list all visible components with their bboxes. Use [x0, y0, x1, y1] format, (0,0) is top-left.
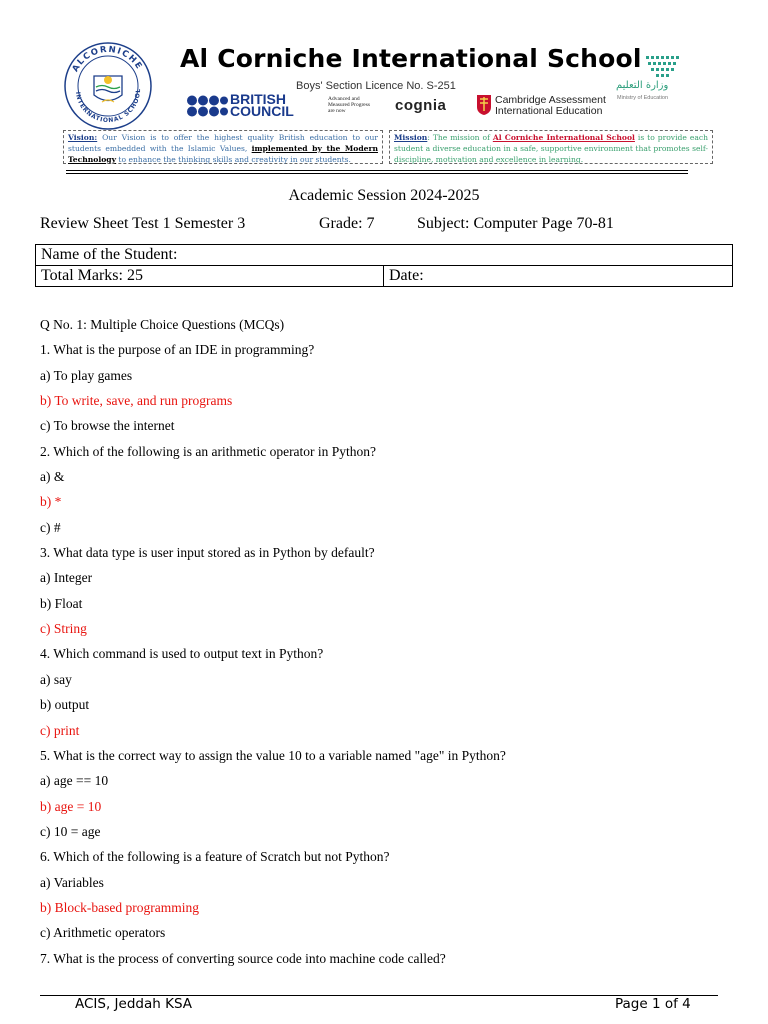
correct-answer-line: b) To write, save, and run programs — [40, 393, 233, 409]
school-name: Al Corniche International School — [180, 44, 642, 73]
ministry-logo-icon — [644, 54, 680, 78]
correct-answer-line: b) Block-based programming — [40, 899, 199, 915]
mission-text-end: is to provide each student a diverse education in a safe, supportive environment that promotes self-discipline, motivation and excellence in learning. — [394, 133, 708, 164]
question-line: a) Integer — [40, 570, 93, 586]
vision-text-end: to enhance the thinking skills and creativity in our students. — [116, 155, 351, 164]
question-line: a) To play games — [40, 367, 133, 383]
table-row — [36, 266, 733, 287]
advanced-text: Advanced and Measured Progress are now — [328, 96, 371, 114]
header-rule — [66, 170, 688, 171]
vision-label: Vision: — [68, 133, 98, 142]
correct-answer-line: c) String — [40, 621, 87, 637]
svg-text:ALCORNICHE: ALCORNICHE — [70, 44, 145, 74]
mission-label: Mission — [394, 133, 428, 142]
ministry-english: Ministry of Education — [617, 95, 669, 101]
question-line: c) Arithmetic operators — [40, 925, 166, 941]
cambridge-logo — [495, 95, 606, 117]
svg-text:INTERNATIONAL SCHOOL: INTERNATIONAL SCHOOL — [74, 88, 143, 125]
question-line: 4. Which command is used to output text in Python? — [40, 646, 324, 662]
licence-number: Boys' Section Licence No. S-251 — [296, 80, 456, 92]
header-rule-double — [66, 173, 688, 174]
british-council-dots-icon — [186, 95, 228, 117]
question-line: c) 10 = age — [40, 823, 101, 839]
ministry-arabic: وزارة التعليم — [616, 80, 669, 91]
question-line: 6. Which of the following is a feature of Scratch but not Python? — [40, 849, 390, 865]
vision-bold: implemented by the Modern Technology — [68, 144, 378, 164]
cambridge-shield-icon — [476, 94, 492, 116]
question-line: a) & — [40, 469, 65, 485]
mission-text: : The mission of — [427, 133, 493, 142]
question-list — [40, 317, 730, 976]
question-line: b) output — [40, 697, 90, 713]
grade: Grade: 7 — [319, 215, 375, 232]
question-line: Q No. 1: Multiple Choice Questions (MCQs) — [40, 317, 285, 332]
vision-text: Our Vision is to offer the highest quality British education to our students embedded with the Islamic Values, — [68, 133, 378, 153]
correct-answer-line: b) age = 10 — [40, 798, 102, 814]
question-line: b) Float — [40, 595, 83, 611]
cambridge-line2: International Education — [495, 105, 603, 117]
question-line: 2. Which of the following is an arithmetic operator in Python? — [40, 443, 377, 459]
footer-location: ACIS, Jeddah KSA — [75, 996, 193, 1012]
question-line: a) say — [40, 671, 72, 687]
academic-session: Academic Session 2024-2025 — [288, 187, 480, 204]
correct-answer-line: c) print — [40, 722, 80, 738]
british-council-line2: COUNCIL — [230, 103, 294, 119]
british-council-logo — [230, 93, 294, 117]
correct-answer-line: b) * — [40, 494, 62, 510]
question-line: 5. What is the correct way to assign the value 10 to a variable named "age" in Python? — [40, 747, 506, 763]
page-number: Page 1 of 4 — [615, 996, 691, 1012]
date-field[interactable]: Date: — [384, 266, 733, 287]
mission-statement — [389, 130, 713, 164]
cambridge-line1: Cambridge Assessment — [495, 94, 606, 106]
question-line: c) # — [40, 519, 61, 535]
question-line: a) age == 10 — [40, 773, 109, 789]
question-line: a) Variables — [40, 874, 104, 890]
total-marks-cell: Total Marks: 25 — [36, 266, 384, 287]
question-line: c) To browse the internet — [40, 418, 175, 434]
subject: Subject: Computer Page 70-81 — [417, 215, 614, 232]
school-logo — [62, 40, 154, 132]
british-council-line1: BRITISH — [230, 91, 286, 107]
review-title: Review Sheet Test 1 Semester 3 — [40, 215, 246, 232]
question-line: 3. What data type is user input stored as in Python by default? — [40, 545, 375, 561]
question-line: 1. What is the purpose of an IDE in programming? — [40, 342, 315, 358]
table-row — [36, 245, 733, 266]
student-name-field[interactable]: Name of the Student: — [36, 245, 733, 266]
vision-statement — [63, 130, 383, 164]
cognia-logo: cognia — [395, 97, 447, 114]
student-info-table — [35, 244, 733, 287]
mission-school: Al Corniche International School — [492, 133, 635, 142]
question-line: 7. What is the process of converting source code into machine code called? — [40, 950, 446, 966]
